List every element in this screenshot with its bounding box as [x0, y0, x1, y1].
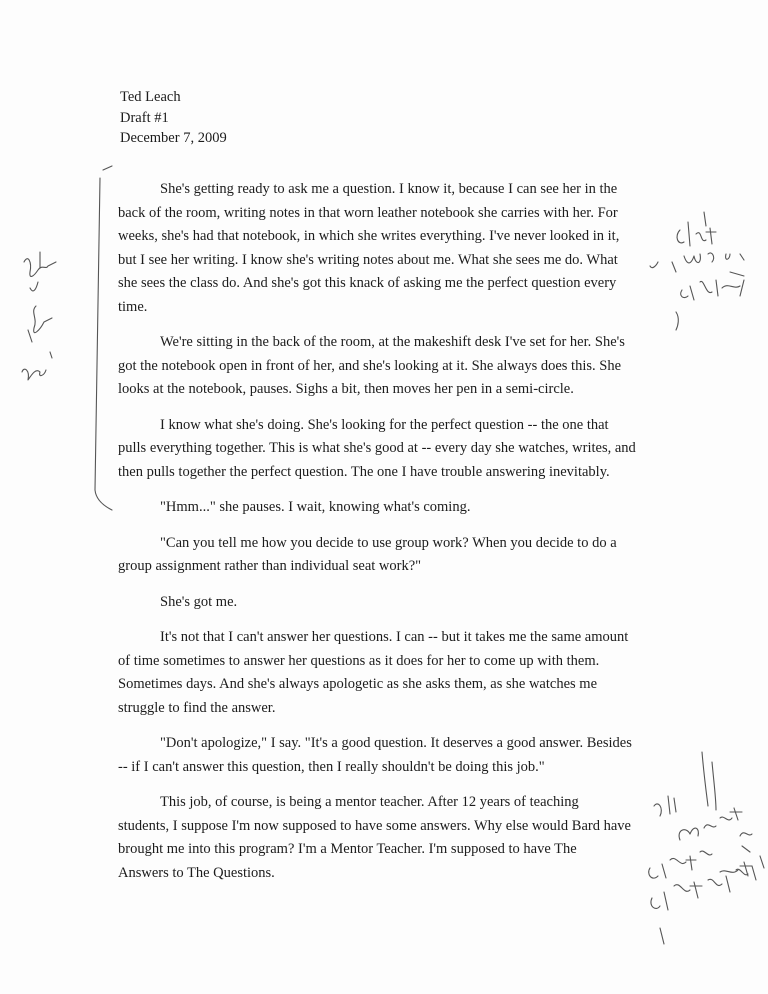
text-line: It's not that I can't answer her questions. I can -- but it takes me the same amount: [160, 629, 629, 645]
text-line: pulls everything together. This is what she's good at -- every day she watches, writes, and: [118, 440, 636, 456]
text-line: -- if I can't answer this question, then I really shouldn't be doing this job.": [118, 758, 545, 775]
paragraph-2: [118, 331, 658, 402]
paragraph-5: [118, 532, 658, 579]
document-header: [120, 87, 227, 149]
paragraph-1: [118, 178, 658, 319]
text-line: time.: [118, 298, 148, 315]
text-line: I know what she's doing. She's looking for the perfect question -- the one that: [160, 416, 609, 433]
text-line: "Hmm..." she pauses. I wait, knowing what's coming.: [160, 499, 471, 515]
right-margin-scribble-bottom: [649, 752, 764, 944]
draft-label: Draft #1: [120, 109, 169, 126]
text-line: group assignment rather than individual seat work?": [118, 558, 422, 574]
author-name: Ted Leach: [120, 89, 181, 105]
paragraph-9: [118, 791, 658, 885]
paragraph-7: [118, 626, 658, 720]
text-line: got the notebook open in front of her, and she's looking at it. She always does this. She: [118, 357, 622, 374]
paragraph-6: [118, 591, 658, 615]
right-margin-scribble-top: [650, 212, 744, 330]
text-line: "Can you tell me how you decide to use group work? When you decide to do a: [160, 534, 617, 551]
text-line: looks at the notebook, pauses. Sighs a bit, then moves her pen in a semi-circle.: [118, 381, 574, 397]
text-line: This job, of course, is being a mentor teacher. After 12 years of teaching: [160, 794, 579, 810]
text-line: but I see her writing. I know she's writing notes about me. What she sees me do. What: [118, 251, 618, 268]
text-line: students, I suppose I'm now supposed to have some answers. Why else would Bard have: [118, 817, 631, 834]
margin-bracket-mark: [95, 166, 112, 510]
text-line: struggle to find the answer.: [118, 699, 276, 716]
text-line: She's getting ready to ask me a question. I know it, because I can see her in the: [160, 181, 618, 197]
essay-body: [118, 178, 658, 885]
text-line: of time sometimes to answer her questions as it does for her to come up with them.: [118, 652, 600, 669]
paragraph-4: [118, 496, 658, 520]
text-line: Answers to The Questions.: [118, 864, 275, 881]
text-line: she sees the class do. And she's got this knack of asking me the perfect question every: [118, 275, 617, 291]
text-line: "Don't apologize," I say. "It's a good question. It deserves a good answer. Besides: [160, 735, 632, 751]
paragraph-3: [118, 414, 658, 485]
text-line: back of the room, writing notes in that worn leather notebook she carries with her. For: [118, 204, 618, 221]
left-margin-scribble: [22, 252, 56, 380]
text-line: weeks, she's had that notebook, in which she writes everything. I've never looked in it,: [118, 228, 620, 244]
text-line: then pulls together the perfect question. The one I have trouble answering inevitably.: [118, 463, 610, 480]
paragraph-8: [118, 732, 658, 779]
text-line: Sometimes days. And she's always apologetic as she asks them, as she watches me: [118, 676, 598, 692]
text-line: She's got me.: [160, 593, 238, 610]
document-date: December 7, 2009: [120, 130, 227, 146]
text-line: brought me into this program? I'm a Mentor Teacher. I'm supposed to have The: [118, 841, 577, 857]
text-line: We're sitting in the back of the room, at the makeshift desk I've set for her. She's: [160, 334, 625, 350]
